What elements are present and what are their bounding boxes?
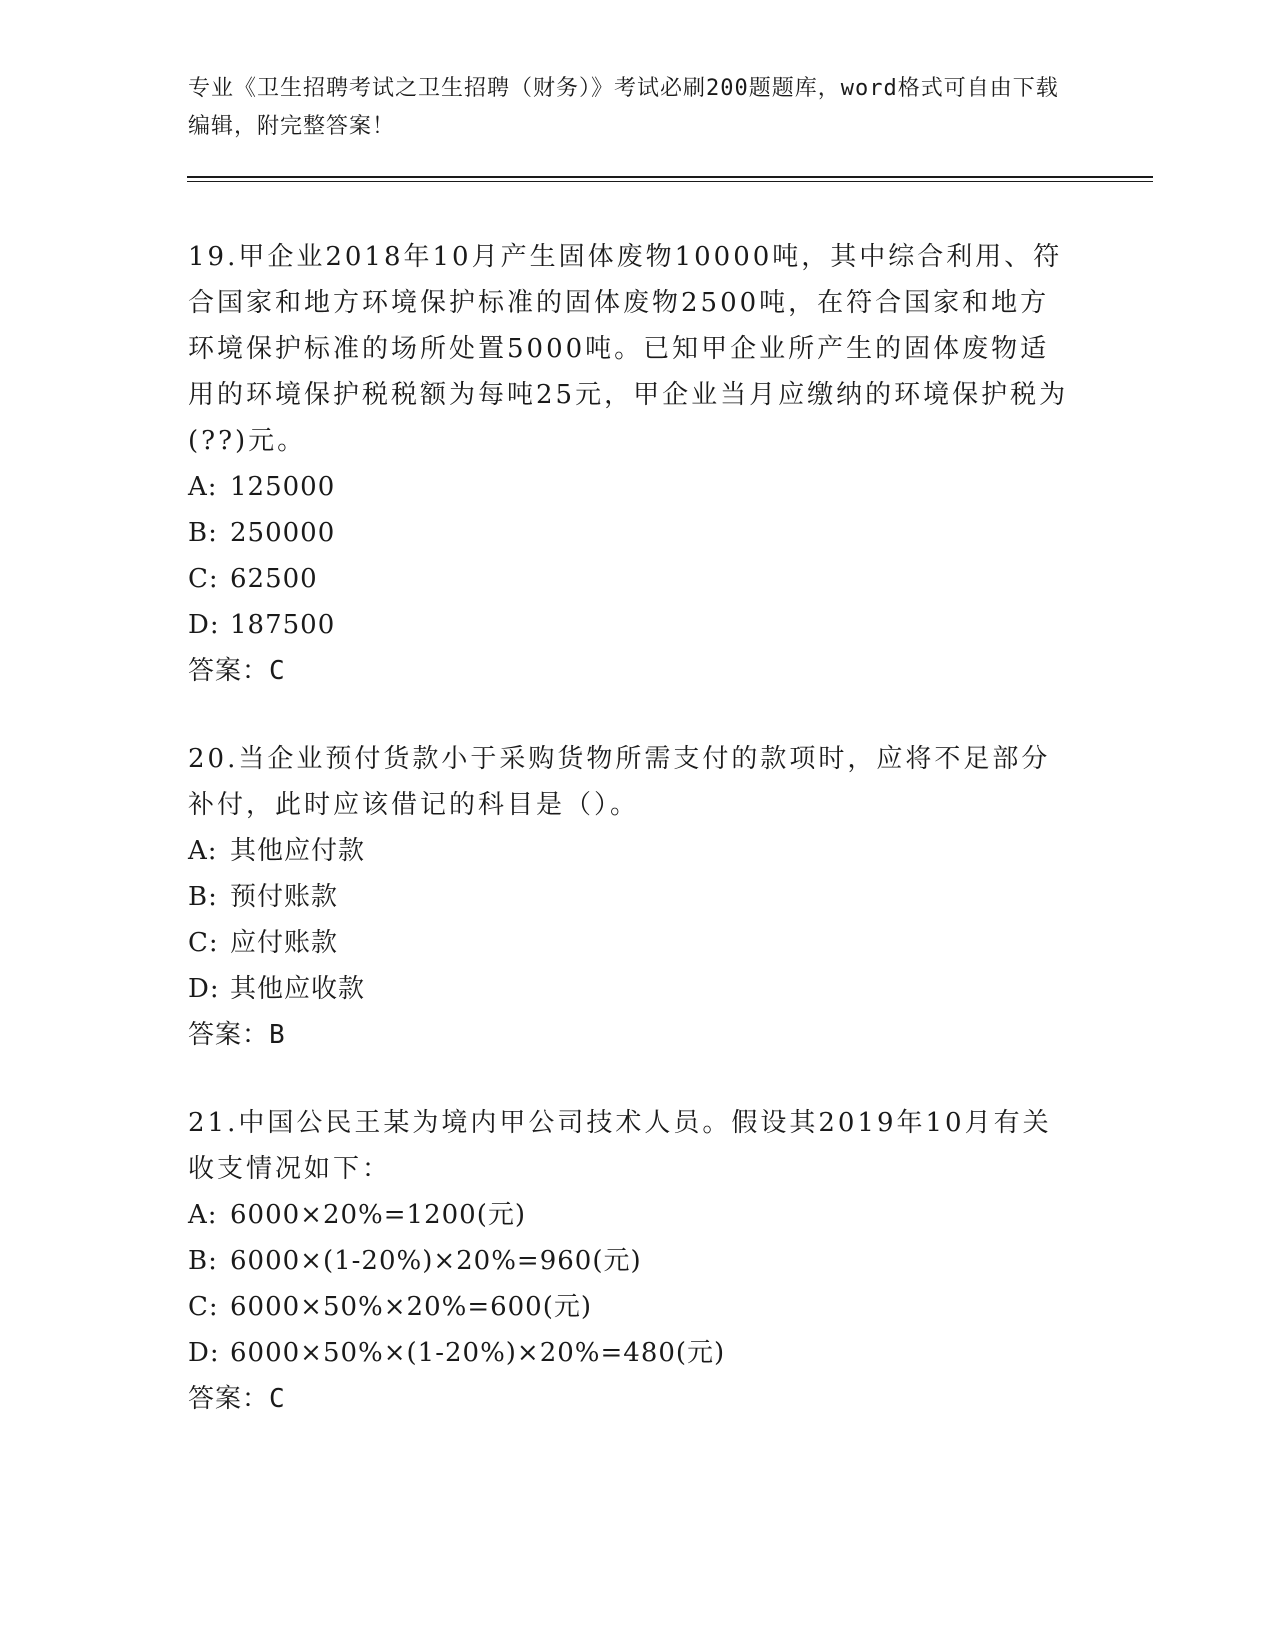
option-b <box>188 510 1078 556</box>
option-text: 6000×50%×20%=600(元) <box>230 1292 593 1322</box>
question-text: 19.甲企业2018年10月产生固体废物10000吨，其中综合利用、符合国家和地方环境保护标准的固体废物2500吨，在符合国家和地方环境保护标准的场所处置5000吨。已知甲企业所产生的固体废物适用的环境保护税税额为每吨25元，甲企业当月应缴纳的环境保护税为(??)元。 <box>188 242 1069 456</box>
option-text: 应付账款 <box>230 928 339 958</box>
option-a <box>188 464 1078 510</box>
option-text: 187500 <box>230 610 336 640</box>
option-b <box>188 874 1078 920</box>
option-letter: B: <box>188 1246 218 1276</box>
option-letter: C: <box>188 928 219 958</box>
option-a <box>188 828 1078 874</box>
question-19 <box>188 234 1078 694</box>
option-d <box>188 966 1078 1012</box>
option-text: 125000 <box>230 472 336 502</box>
option-text: 其他应付款 <box>230 836 366 866</box>
answer-line: 答案：C <box>188 1384 286 1414</box>
option-b <box>188 1238 1078 1284</box>
header-divider-thick <box>187 176 1153 178</box>
question-21 <box>188 1100 1078 1422</box>
option-c <box>188 1284 1078 1330</box>
option-c <box>188 920 1078 966</box>
option-letter: B: <box>188 882 218 912</box>
question-20 <box>188 736 1078 1058</box>
question-text: 20.当企业预付货款小于采购货物所需支付的款项时，应将不足部分补付，此时应该借记的科目是（）。 <box>188 744 1051 820</box>
question-text: 21.中国公民王某为境内甲公司技术人员。假设其2019年10月有关收支情况如下： <box>188 1108 1052 1184</box>
option-text: 其他应收款 <box>230 974 366 1004</box>
option-c <box>188 556 1078 602</box>
option-text: 6000×20%=1200(元) <box>230 1200 526 1230</box>
option-text: 6000×50%×(1-20%)×20%=480(元) <box>230 1338 726 1368</box>
document-header: 专业《卫生招聘考试之卫生招聘（财务）》考试必刷200题题库，word格式可自由下载编辑，附完整答案！ <box>188 76 1059 139</box>
option-letter: A: <box>188 836 218 866</box>
option-letter: B: <box>188 518 218 548</box>
option-text: 62500 <box>230 564 318 594</box>
option-letter: D: <box>188 974 220 1004</box>
option-letter: A: <box>188 1200 218 1230</box>
answer-line: 答案：B <box>188 1020 286 1050</box>
option-text: 预付账款 <box>230 882 339 912</box>
option-d <box>188 602 1078 648</box>
option-text: 250000 <box>230 518 336 548</box>
option-letter: C: <box>188 564 219 594</box>
header-divider-thin <box>187 181 1153 182</box>
option-letter: A: <box>188 472 218 502</box>
option-text: 6000×(1-20%)×20%=960(元) <box>230 1246 642 1276</box>
option-letter: D: <box>188 1338 220 1368</box>
option-letter: D: <box>188 610 220 640</box>
option-a <box>188 1192 1078 1238</box>
option-d <box>188 1330 1078 1376</box>
option-letter: C: <box>188 1292 219 1322</box>
answer-line: 答案：C <box>188 656 286 686</box>
